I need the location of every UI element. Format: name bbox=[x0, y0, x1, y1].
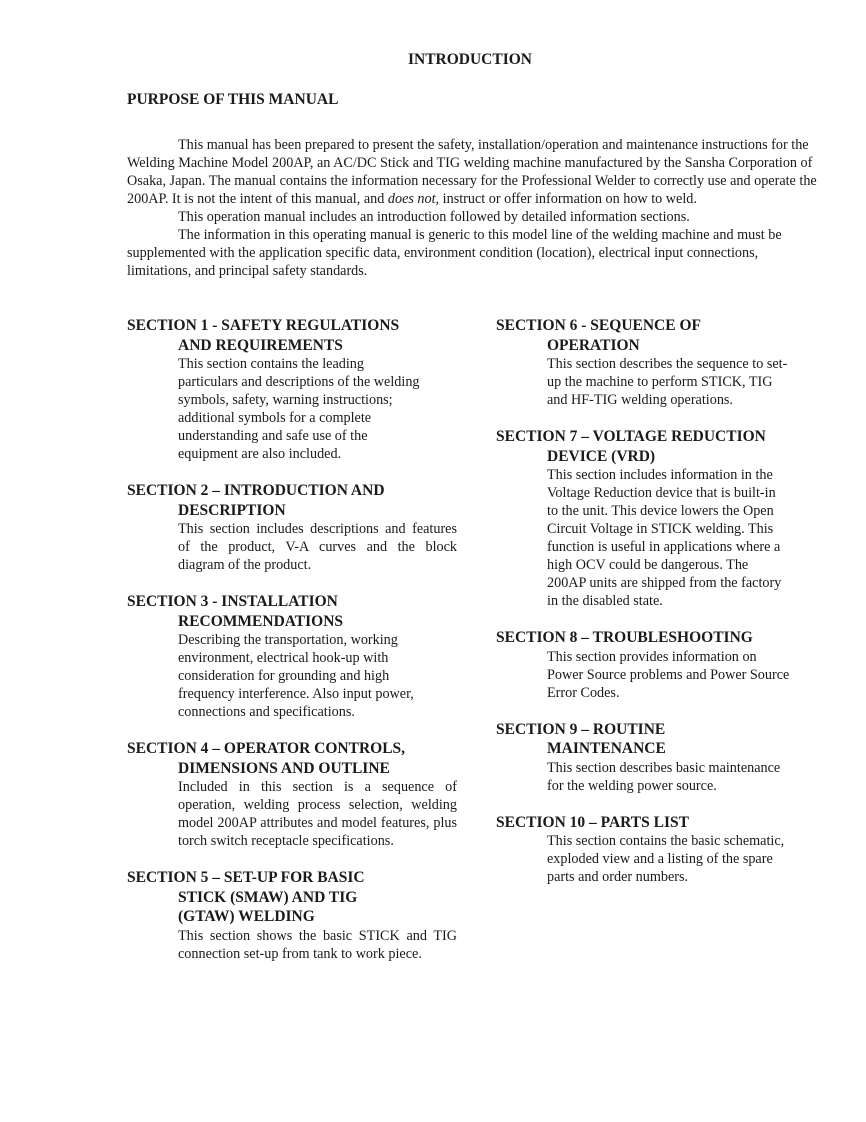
section-7-line: to the unit. This device lowers the Open bbox=[547, 503, 774, 519]
section-10-description bbox=[496, 832, 821, 886]
section-1 bbox=[127, 316, 457, 463]
section-1-description bbox=[127, 355, 457, 463]
section-9-heading-line-2: MAINTENANCE bbox=[547, 740, 666, 757]
section-7-line: This section includes information in the bbox=[547, 467, 773, 483]
section-5 bbox=[127, 868, 457, 963]
section-9-description bbox=[496, 759, 821, 795]
section-8-heading bbox=[496, 628, 821, 648]
intro-p1-italic: does not, bbox=[387, 191, 440, 207]
intro-p1-text-end: instruct or offer information on how to weld. bbox=[439, 191, 697, 207]
section-2-heading-line-2: DESCRIPTION bbox=[178, 501, 286, 519]
section-10 bbox=[496, 813, 821, 887]
sections-right-column bbox=[496, 316, 821, 886]
section-9-heading bbox=[496, 720, 821, 759]
section-2-heading-line-1: SECTION 2 – INTRODUCTION AND bbox=[127, 482, 385, 499]
section-7-heading-line-2: DEVICE (VRD) bbox=[547, 447, 656, 465]
section-10-line: This section contains the basic schematic, bbox=[547, 833, 785, 849]
purpose-heading: PURPOSE OF THIS MANUAL bbox=[127, 91, 339, 108]
section-1-line: equipment are also included. bbox=[178, 446, 342, 462]
section-9-heading-line-1: SECTION 9 – ROUTINE bbox=[496, 720, 666, 738]
section-3-heading-line-1: SECTION 3 - INSTALLATION bbox=[127, 593, 338, 610]
section-2-description: This section includes descriptions and features of the product, V-A curves and the block diagram of the product. bbox=[178, 521, 457, 573]
page-title: INTRODUCTION bbox=[407, 51, 532, 68]
section-8-line: Power Source problems and Power Source bbox=[547, 666, 790, 683]
section-6-line: up the machine to perform STICK, TIG bbox=[547, 374, 773, 390]
section-8-line: Error Codes. bbox=[547, 684, 620, 701]
section-6-heading-line-1: SECTION 6 - SEQUENCE OF bbox=[496, 317, 701, 334]
section-6-description bbox=[496, 355, 821, 409]
section-4-heading bbox=[127, 739, 457, 778]
section-5-description: This section shows the basic STICK and TIG connection set-up from tank to work piece. bbox=[178, 927, 457, 962]
section-5-heading-line-3: (GTAW) WELDING bbox=[178, 908, 315, 925]
section-6 bbox=[496, 316, 821, 409]
section-7-line: Circuit Voltage in STICK welding. This bbox=[547, 521, 774, 537]
section-5-heading bbox=[127, 868, 457, 927]
section-1-heading bbox=[127, 316, 457, 355]
section-9-line: This section describes basic maintenance bbox=[547, 759, 781, 776]
section-3-heading bbox=[127, 592, 457, 631]
section-1-line: additional symbols for a complete bbox=[178, 410, 372, 426]
section-7-heading-line-1: SECTION 7 – VOLTAGE REDUCTION bbox=[496, 428, 766, 445]
section-4-heading-line-1: SECTION 4 – OPERATOR CONTROLS, bbox=[127, 740, 406, 757]
intro-paragraph-2: This operation manual includes an introduction followed by detailed information sections. bbox=[178, 209, 690, 225]
section-7-line: function is useful in applications where a bbox=[547, 539, 781, 555]
section-7-line: in the disabled state. bbox=[547, 593, 663, 609]
section-7-line: Voltage Reduction device that is built-in bbox=[547, 485, 776, 501]
section-9 bbox=[496, 720, 821, 795]
section-2-heading bbox=[127, 481, 457, 520]
section-8-heading-line-1: SECTION 8 – TROUBLESHOOTING bbox=[496, 629, 753, 646]
section-5-heading-line-1: SECTION 5 – SET-UP FOR BASIC bbox=[127, 869, 365, 886]
section-4-description: Included in this section is a sequence of operation, welding process selection, welding model 200AP attributes and model features, plus torch switch receptacle specifications. bbox=[178, 779, 457, 849]
section-7-heading bbox=[496, 427, 821, 466]
section-3 bbox=[127, 592, 457, 721]
section-8-description bbox=[496, 648, 821, 702]
section-1-heading-line-2: AND REQUIREMENTS bbox=[178, 336, 343, 354]
section-7-description bbox=[496, 466, 821, 610]
section-9-line: for the welding power source. bbox=[547, 777, 717, 794]
section-1-line: particulars and descriptions of the welding bbox=[178, 374, 420, 390]
intro-text bbox=[127, 136, 817, 280]
section-10-line: parts and order numbers. bbox=[547, 869, 689, 885]
section-6-heading-line-2: OPERATION bbox=[547, 336, 640, 354]
section-1-line: This section contains the leading bbox=[178, 356, 364, 372]
section-3-line: Describing the transportation, working bbox=[178, 632, 398, 648]
section-10-heading-line-1: SECTION 10 – PARTS LIST bbox=[496, 813, 689, 831]
section-8 bbox=[496, 628, 821, 702]
section-7 bbox=[496, 427, 821, 610]
sections-left-column bbox=[127, 316, 457, 963]
section-7-line: high OCV could be dangerous. The bbox=[547, 557, 749, 573]
section-3-line: environment, electrical hook-up with bbox=[178, 650, 389, 666]
section-3-line: connections and specifications. bbox=[178, 704, 355, 720]
intro-p1-text: This manual has been prepared to present the safety, installation/operation and maintenance instructions for the Welding Machine Model 200AP, an AC/DC Stick and TIG welding machine manufactured by the Sansha Corporation of Osaka, Japan. The manual contains the information necessary for the Professional Welder to correctly use and operate the 200AP. It is not the intent of this manual, and bbox=[127, 137, 817, 207]
section-1-line: symbols, safety, warning instructions; bbox=[178, 392, 393, 408]
intro-paragraph-3: The information in this operating manual is generic to this model line of the welding machine and must be supplemented with the application specific data, environment condition (location), electrical input connections, limitations, and principal safety standards. bbox=[127, 227, 782, 279]
section-6-heading bbox=[496, 316, 821, 355]
section-5-heading-line-2: STICK (SMAW) AND TIG bbox=[178, 888, 358, 906]
section-1-line: understanding and safe use of the bbox=[178, 428, 368, 444]
section-10-heading bbox=[496, 813, 821, 833]
section-1-heading-line-1: SECTION 1 - SAFETY REGULATIONS bbox=[127, 317, 400, 334]
section-3-line: frequency interference. Also input power, bbox=[178, 686, 414, 702]
section-10-line: exploded view and a listing of the spare bbox=[547, 851, 773, 867]
section-6-line: and HF-TIG welding operations. bbox=[547, 392, 733, 408]
section-8-line: This section provides information on bbox=[547, 648, 757, 665]
section-3-description bbox=[127, 631, 457, 721]
section-3-line: consideration for grounding and high bbox=[178, 668, 390, 684]
section-2 bbox=[127, 481, 457, 574]
section-4 bbox=[127, 739, 457, 850]
section-3-heading-line-2: RECOMMENDATIONS bbox=[178, 612, 344, 630]
section-4-heading-line-2: DIMENSIONS AND OUTLINE bbox=[178, 759, 390, 777]
section-7-line: 200AP units are shipped from the factory bbox=[547, 575, 782, 591]
section-6-line: This section describes the sequence to set- bbox=[547, 356, 788, 372]
intro-paragraph-1 bbox=[127, 136, 817, 208]
